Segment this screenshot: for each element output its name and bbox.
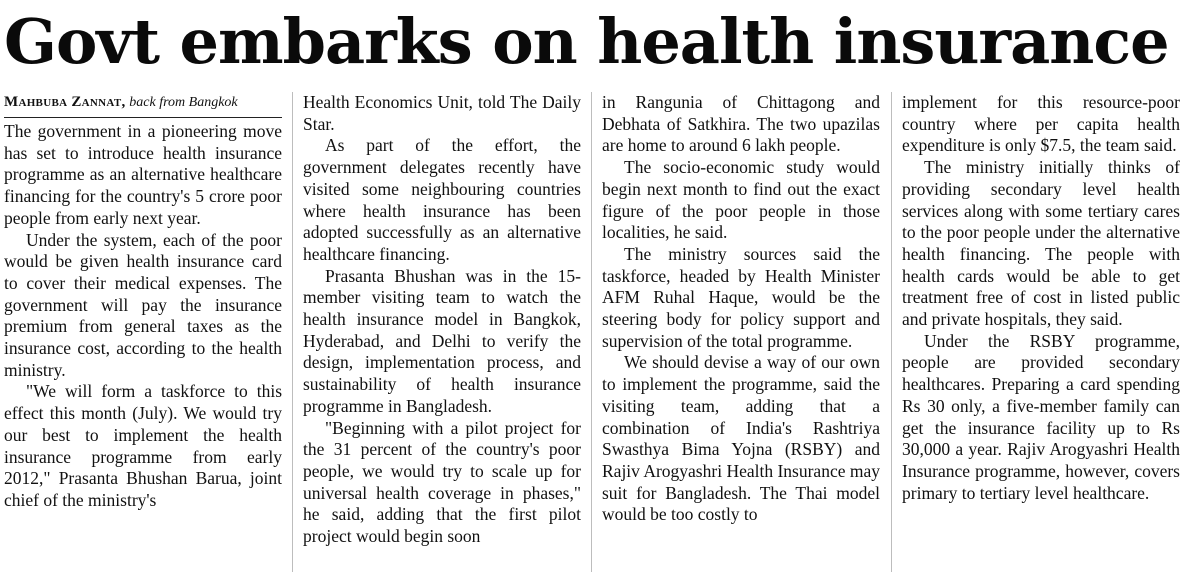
paragraph: implement for this resource-poor country where per capita health expenditure is only $7.5, the team said. [902,92,1180,156]
column-divider [891,92,892,572]
paragraph: Under the system, each of the poor would be given health insurance card to cover their medical expenses. The government will pay the insurance premium from general taxes as the insurance cost, according to the health ministry. [4,229,282,380]
paragraph: The government in a pioneering move has set to introduce health insurance programme as an alternative healthcare financing for the country's 5 crore poor people from early next year. [4,121,282,228]
paragraph: We should devise a way of our own to implement the programme, said the visiting team, adding that a combination of India's Rashtriya Swasthya Bima Yojna (RSBY) and Rajiv Arogyashri Health Insurance may suit for Bangladesh. The Thai model would be too costly to [602,352,880,525]
byline [4,92,282,118]
paragraph: Prasanta Bhushan was in the 15-member visiting team to watch the health insurance model in Bangkok, Hyderabad, and Delhi to verify the design, implementation process, and sustainability of health insurance programme in Bangladesh. [303,265,581,416]
paragraph: As part of the effort, the government delegates recently have visited some neighbouring countries where health insurance has been adopted successfully as an alternative healthcare financing. [303,135,581,264]
column-1 [4,92,282,512]
headline: Govt embarks on health insurance [4,5,1169,78]
column-2 [303,92,581,548]
paragraph: Health Economics Unit, told The Daily Star. [303,92,581,134]
paragraph: "We will form a taskforce to this effect this month (July). We would try our best to implement the health insurance programme from early 2012," Prasanta Bhushan Barua, joint chief of the ministry's [4,381,282,510]
paragraph: The socio-economic study would begin next month to find out the exact figure of the poor people in those localities, he said. [602,157,880,243]
column-3 [602,92,880,526]
paragraph: Under the RSBY programme, people are provided secondary healthcares. Preparing a card spending Rs 30 only, a five-member family can get the insurance facility up to Rs 30,000 a year. Rajiv Arogyashri Health Insurance programme, however, covers primary to tertiary level healthcare. [902,330,1180,503]
column-divider [591,92,592,572]
paragraph: The ministry initially thinks of providing secondary level health services along with some tertiary cares to the poor people under the alternative health financing. The people with health cards would be able to get treatment free of cost in listed public and private hospitals, they said. [902,157,1180,330]
column-4 [902,92,1180,504]
byline-location: back from Bangkok [129,95,238,110]
byline-author: Mahbuba Zannat, [4,94,126,110]
paragraph: in Rangunia of Chittagong and Debhata of Satkhira. The two upazilas are home to around 6 lakh people. [602,92,880,156]
paragraph: "Beginning with a pilot project for the 31 percent of the country's poor people, we would try to scale up for universal health coverage in phases," he said, adding that the first pilot project would begin soon [303,417,581,547]
paragraph: The ministry sources said the taskforce, headed by Health Minister AFM Ruhal Haque, would be the steering body for policy support and supervision of the total programme. [602,243,880,351]
column-divider [292,92,293,572]
